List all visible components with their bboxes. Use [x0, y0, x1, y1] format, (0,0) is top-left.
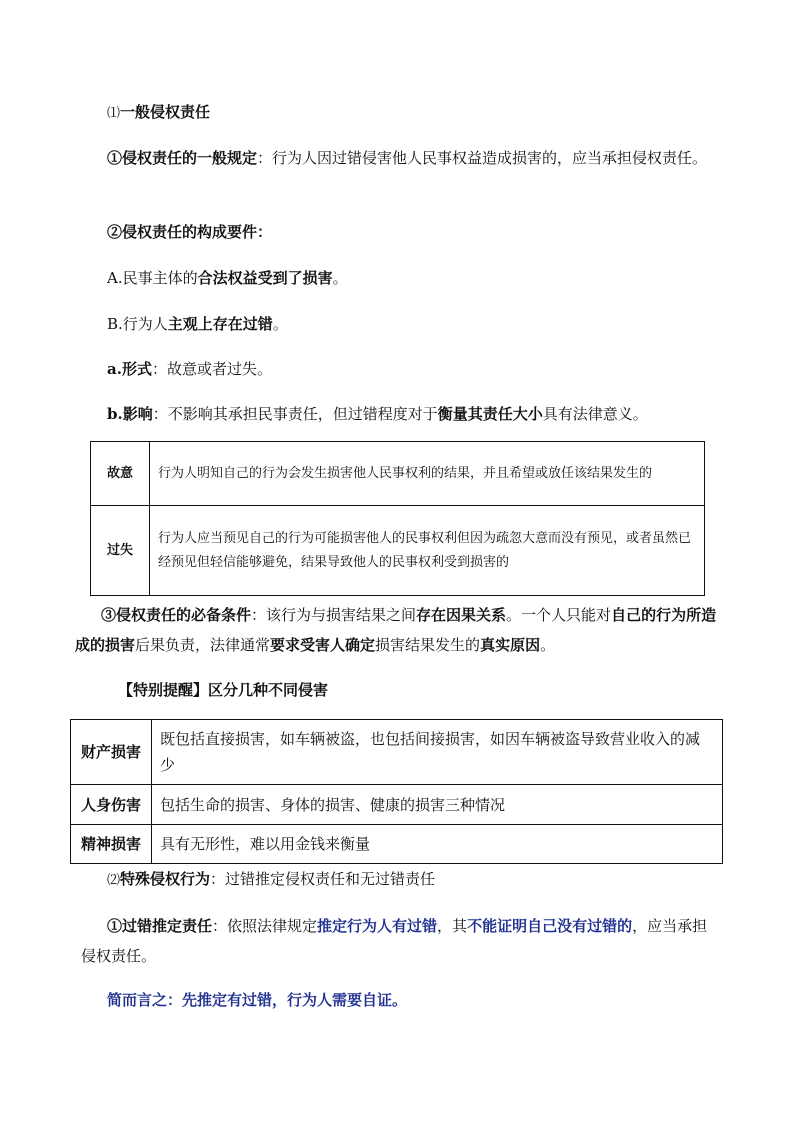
- special-heading-number: ⑵: [107, 873, 121, 888]
- rule1-label: ①侵权责任的一般规定: [107, 149, 258, 167]
- element-b-prefix: B.行为人: [107, 315, 168, 333]
- reminder-text: 区分几种不同侵害: [208, 681, 329, 699]
- rule2-label: ②侵权责任的构成要件：: [107, 223, 273, 241]
- table-row: [71, 720, 723, 785]
- element-a-bold: 合法权益受到了损害: [197, 269, 333, 287]
- rule3-label: ③侵权责任的必备条件: [101, 606, 252, 624]
- table-row: [91, 442, 705, 506]
- damage-types-table: [70, 719, 723, 864]
- paragraph-necessary-condition: [75, 600, 723, 660]
- presumed-fault-text2: ，其: [437, 917, 468, 935]
- presumed-fault-text3: ，应当承担侵权责任。: [81, 917, 708, 965]
- section-heading-special: [107, 864, 435, 896]
- rule3-text5: 。: [540, 636, 556, 654]
- presumed-fault-bold1: 推定行为人有过错: [317, 917, 438, 935]
- rule1-text: ：行为人因过错侵害他人民事权益造成损害的，应当承担侵权责任。: [257, 149, 708, 167]
- fault-desc-cell: 行为人明知自己的行为会发生损害他人民事权利的结果，并且希望或放任该结果发生的: [150, 442, 705, 506]
- paragraph-general-rule: [81, 143, 721, 173]
- presumed-fault-bold2: 不能证明自己没有过错的: [467, 917, 633, 935]
- reminder-bracket: 【特别提醒】: [118, 681, 209, 699]
- damage-term-cell: 精神损害: [71, 825, 152, 864]
- table-row: [91, 506, 705, 596]
- sub-b-text1: ：不影响其承担民事责任，但过错程度对于: [152, 405, 438, 423]
- damage-term-cell: 财产损害: [71, 720, 152, 785]
- table-row: [71, 825, 723, 864]
- fault-types-table: [90, 441, 705, 596]
- rule3-bold2: 自己的行为所造成的损害: [75, 606, 717, 654]
- fault-desc-cell: 行为人应当预见自己的行为可能损害他人的民事权利但因为疏忽大意而没有预见，或者虽然已经预见但轻信能够避免，结果导致他人的民事权利受到损害的: [150, 506, 705, 596]
- damage-desc-cell: 既包括直接损害，如车辆被盗，也包括间接损害，如因车辆被盗导致营业收入的减少: [152, 720, 723, 785]
- damage-term-cell: 人身伤害: [71, 785, 152, 825]
- presumed-fault-label: ①过错推定责任: [107, 917, 213, 935]
- sub-b-text2: 具有法律意义。: [542, 405, 648, 423]
- heading-title: 一般侵权责任: [120, 103, 211, 121]
- rule3-text4: 损害结果发生的: [375, 636, 481, 654]
- special-heading-text: ：过错推定侵权责任和无过错责任: [210, 870, 436, 888]
- fault-term-cell: 故意: [91, 442, 150, 506]
- rule3-text3: 后果负责，法律通常: [135, 636, 271, 654]
- sub-b-bold: 衡量其责任大小: [437, 405, 543, 423]
- sub-b-influence: [107, 399, 648, 429]
- special-reminder: [118, 675, 328, 705]
- fault-term-cell: 过失: [91, 506, 150, 596]
- sub-a-form: [107, 354, 272, 384]
- damage-desc-cell: 包括生命的损害、身体的损害、健康的损害三种情况: [152, 785, 723, 825]
- rule3-text2: 。一个人只能对: [506, 606, 612, 624]
- paragraph-presumed-fault: [81, 911, 721, 971]
- damage-desc-cell: 具有无形性，难以用金钱来衡量: [152, 825, 723, 864]
- heading-number: ⑴: [107, 106, 121, 121]
- paragraph-elements: [107, 217, 272, 247]
- element-b-suffix: 。: [272, 315, 288, 333]
- rule3-bold1: 存在因果关系: [416, 606, 507, 624]
- section-heading-general: [107, 97, 210, 129]
- rule3-text1: ：该行为与损害结果之间: [251, 606, 417, 624]
- element-a-suffix: 。: [332, 269, 348, 287]
- element-b: [107, 309, 288, 339]
- table-row: [71, 785, 723, 825]
- sub-b-label: b.影响: [107, 405, 153, 423]
- element-a-prefix: A.民事主体的: [107, 269, 198, 287]
- element-b-bold: 主观上存在过错: [167, 315, 273, 333]
- presumed-fault-text1: ：依照法律规定: [212, 917, 318, 935]
- special-heading-bold: 特殊侵权行为: [120, 870, 211, 888]
- rule3-bold3: 要求受害人确定: [270, 636, 376, 654]
- sub-a-text: ：故意或者过失。: [151, 360, 272, 378]
- summary-text: 简而言之：先推定有过错，行为人需要自证。: [107, 991, 408, 1009]
- element-a: [107, 263, 348, 293]
- rule3-bold4: 真实原因: [480, 636, 541, 654]
- summary-line: [107, 985, 407, 1015]
- sub-a-label: a.形式: [107, 360, 152, 378]
